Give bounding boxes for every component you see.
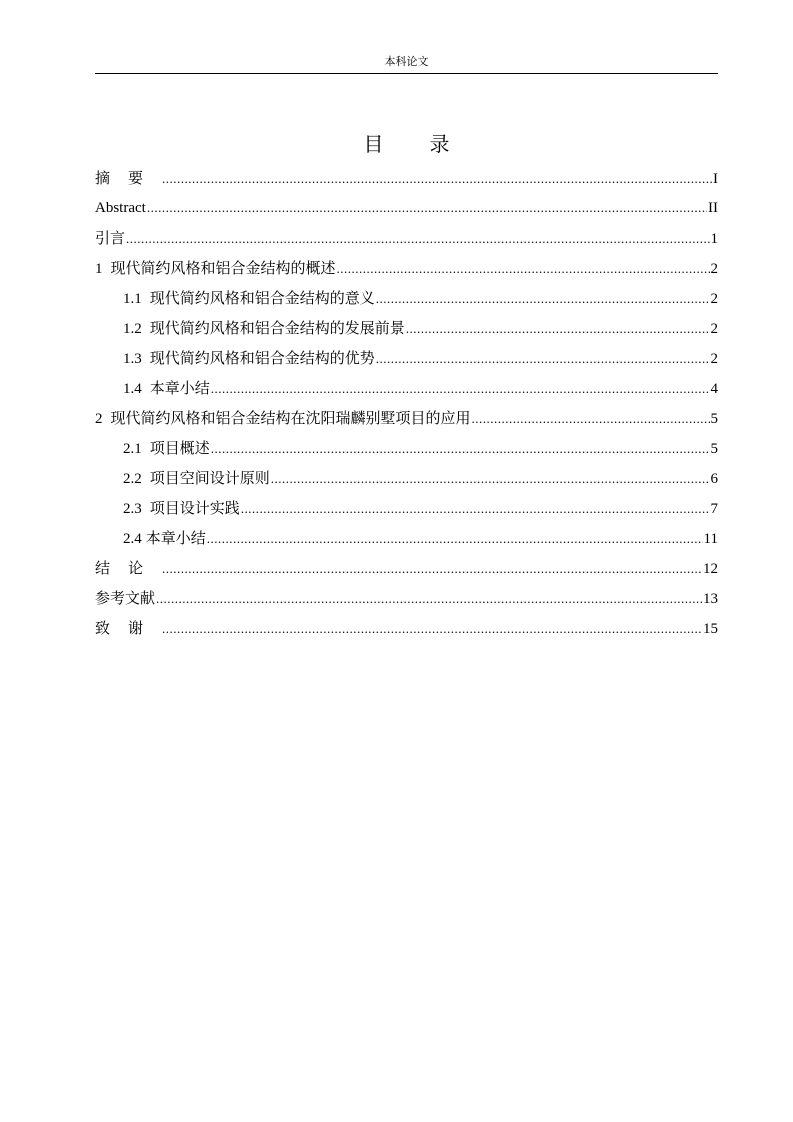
toc-entry-number: 1.3	[123, 351, 142, 367]
toc-entry-number: 2.2	[123, 471, 142, 487]
table-of-contents	[95, 163, 718, 643]
toc-entry-section-2-3[interactable]	[95, 493, 718, 523]
toc-entry-title: 结论	[95, 559, 162, 577]
running-header: 本科论文	[384, 55, 429, 68]
toc-entry-page: 12	[703, 561, 718, 577]
toc-entry-section-1-3[interactable]	[95, 343, 718, 373]
toc-entry-page: 7	[710, 501, 718, 517]
toc-entry-page: II	[708, 200, 718, 216]
toc-entry-chapter-1[interactable]	[95, 253, 718, 283]
header-rule	[95, 73, 718, 74]
toc-entry-label	[123, 463, 270, 494]
dot-leader	[156, 584, 702, 614]
toc-entry-number: 1.2	[123, 321, 142, 337]
toc-entry-number: 2.1	[123, 441, 142, 457]
toc-entry-label	[123, 523, 206, 554]
toc-entry-page: 11	[703, 531, 718, 547]
toc-entry-number: 1.1	[123, 291, 142, 307]
dot-leader	[406, 314, 710, 344]
dot-leader	[337, 254, 710, 284]
toc-entry-title: 本章小结	[149, 379, 210, 397]
toc-entry-title: 项目设计实践	[149, 499, 240, 517]
toc-entry-title: 现代简约风格和铝合金结构在沈阳瑞麟别墅项目的应用	[110, 409, 471, 427]
toc-entry-page: 2	[710, 321, 718, 337]
dot-leader	[147, 193, 707, 223]
toc-entry-chapter-2[interactable]	[95, 403, 718, 433]
toc-entry-number: 2.4	[123, 531, 142, 547]
toc-entry-label	[123, 343, 375, 374]
dot-leader	[211, 374, 710, 404]
toc-entry-section-2-2[interactable]	[95, 463, 718, 493]
toc-entry-section-1-2[interactable]	[95, 313, 718, 343]
toc-entry-title: 现代简约风格和铝合金结构的发展前景	[149, 319, 405, 337]
dot-leader	[211, 434, 710, 464]
dot-leader	[472, 404, 710, 434]
toc-entry-page: 5	[710, 441, 718, 457]
toc-entry-page: 2	[710, 291, 718, 307]
dot-leader	[241, 494, 710, 524]
dot-leader	[376, 284, 710, 314]
toc-entry-page: 13	[703, 591, 718, 607]
toc-entry-section-2-1[interactable]	[95, 433, 718, 463]
toc-entry-title: 现代简约风格和铝合金结构的意义	[149, 289, 375, 307]
toc-entry-label	[123, 283, 375, 314]
toc-entry-label	[123, 433, 210, 464]
toc-entry-label	[123, 493, 240, 524]
toc-title	[95, 130, 718, 158]
toc-entry-page: 6	[710, 471, 718, 487]
dot-leader	[376, 344, 710, 374]
toc-entry-page: 1	[710, 231, 718, 247]
toc-entry-title: 摘要	[95, 169, 162, 187]
toc-entry-section-1-4[interactable]	[95, 373, 718, 403]
toc-entry-title: 参考文献	[95, 589, 156, 607]
toc-entry-introduction[interactable]	[95, 223, 718, 253]
toc-entry-page: I	[713, 171, 718, 187]
toc-entry-title: Abstract	[95, 200, 146, 216]
dot-leader	[162, 614, 702, 644]
toc-entry-label	[123, 373, 210, 404]
toc-entry-page: 4	[710, 381, 718, 397]
dot-leader	[162, 554, 702, 584]
dot-leader	[271, 464, 710, 494]
toc-entry-title: 引言	[95, 229, 126, 247]
toc-entry-conclusion[interactable]	[95, 553, 718, 583]
toc-entry-title: 项目空间设计原则	[149, 469, 270, 487]
toc-entry-number: 1.4	[123, 381, 142, 397]
toc-entry-title: 项目概述	[149, 439, 210, 457]
toc-entry-acknowledgements[interactable]	[95, 613, 718, 643]
toc-entry-label	[95, 253, 336, 284]
dot-leader	[162, 164, 712, 194]
toc-entry-references[interactable]	[95, 583, 718, 613]
toc-entry-title: 本章小结	[145, 529, 206, 547]
toc-entry-label	[123, 313, 405, 344]
toc-entry-page: 15	[703, 621, 718, 637]
toc-entry-label	[95, 403, 471, 434]
toc-title-left: 目	[363, 132, 384, 156]
dot-leader	[126, 224, 709, 254]
toc-entry-page: 5	[710, 411, 718, 427]
toc-entry-page: 2	[710, 261, 718, 277]
dot-leader	[207, 524, 703, 554]
toc-title-right: 录	[429, 132, 450, 156]
toc-entry-number: 2.3	[123, 501, 142, 517]
toc-entry-title: 致谢	[95, 619, 162, 637]
toc-entry-section-1-1[interactable]	[95, 283, 718, 313]
toc-entry-number: 2	[95, 411, 103, 427]
toc-entry-abstract-en[interactable]	[95, 193, 718, 223]
toc-entry-title: 现代简约风格和铝合金结构的概述	[110, 259, 336, 277]
toc-entry-abstract-cn[interactable]	[95, 163, 718, 193]
toc-entry-page: 2	[710, 351, 718, 367]
toc-entry-number: 1	[95, 261, 103, 277]
toc-entry-title: 现代简约风格和铝合金结构的优势	[149, 349, 375, 367]
toc-entry-section-2-4[interactable]	[95, 523, 718, 553]
